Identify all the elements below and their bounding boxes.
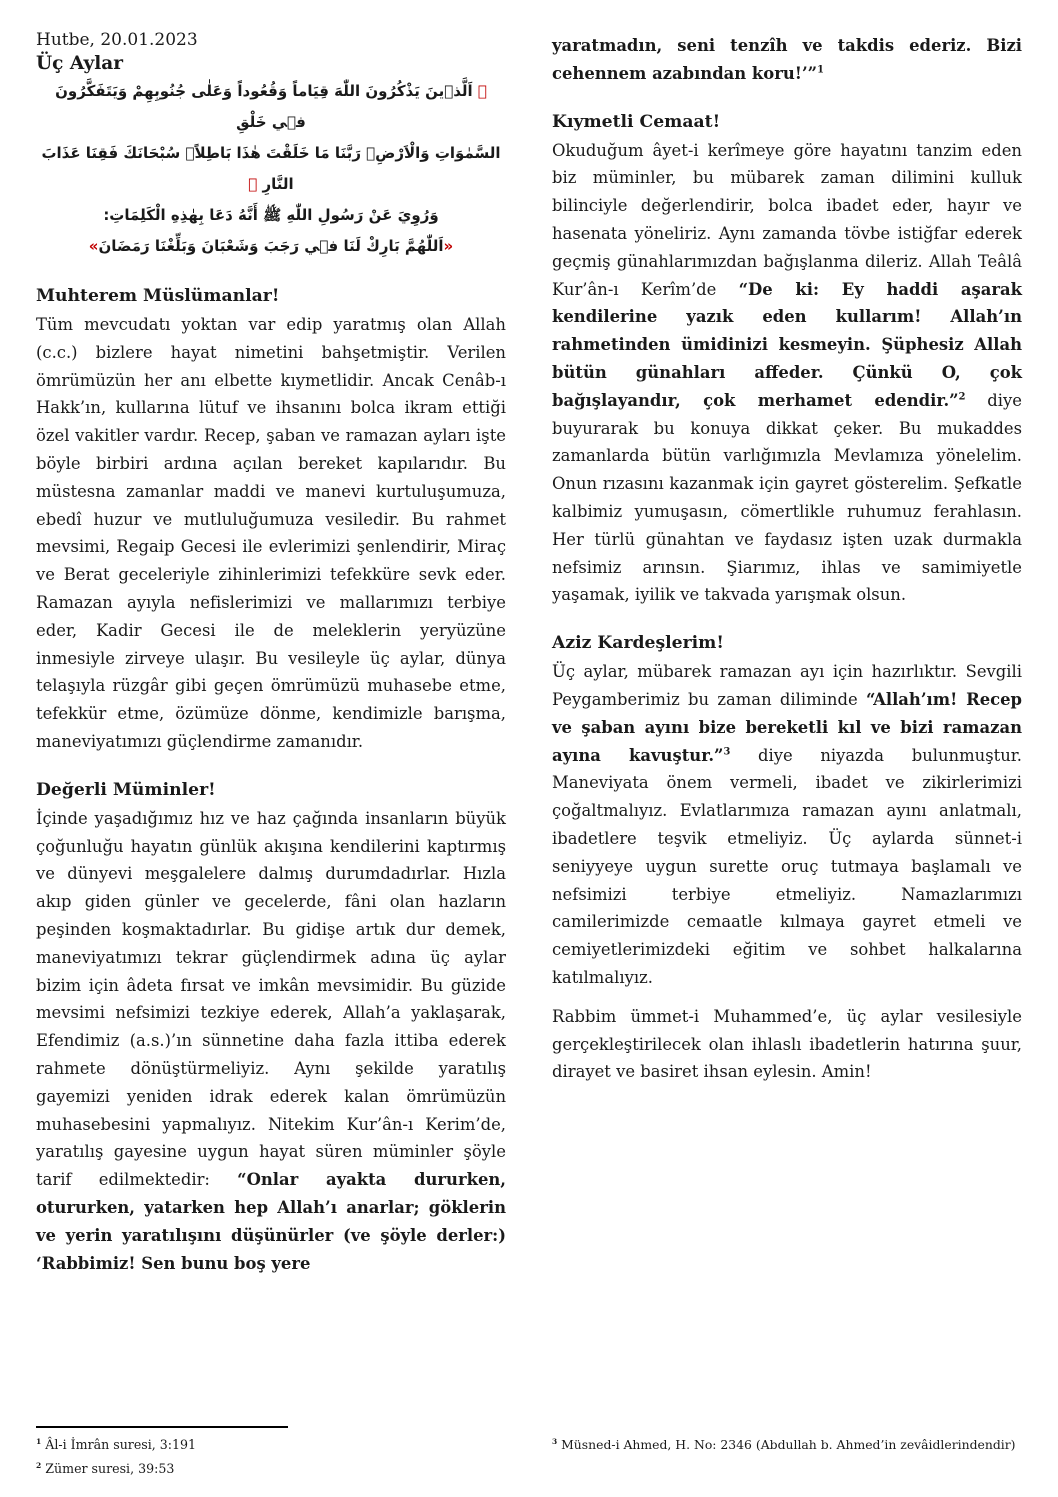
two-column-layout <box>36 30 1022 1288</box>
arabic-dua-line: «اَللّٰهُمَّ بَارِكْ لَنَا ف۪ي رَجَبَ وَشَعْبَانَ وَبَلِّغْنَا رَمَضَانَ» <box>88 237 454 255</box>
section-heading-degerli: Değerli Müminler! <box>36 779 216 800</box>
paragraph-kiymetli: Okuduğum âyet-i kerîmeye göre hayatını tanzim eden biz müminler, bu mübarek zaman dilimini kulluk bilinciyle değerlendirir, bolca ibadet eder, hayır ve hasenata yöneliriz. Aynı zamanda tövbe istiğfar ederek geçmiş günahlarımızdan bağışlanma dileriz. Allah Teâlâ Kur’ân-ı Kerîm’de “De ki: Ey haddi aşarak kendilerine yazık eden kullarım! Allah’ın rahmetinden ümidinizi kesmeyin. Şüphesiz Allah bütün günahları affeder. Çünkü O, çok bağışlayandır, çok merhamet edendir.”$^2$ diye buyurarak bu konuya dikkat çeker. Bu mukaddes zamanlarda bütün varlığımızla Mevlamıza yönelelim. Onun rızasını kazanmak için gayret gösterelim. Şefkatle kalbimiz yumuşasın, cömertlikle ruhumuz ferahlasın. Her türlü günahtan ve faydasız işten uzak durmakla nefsimiz arınsın. Şiarımız, ihlas ve samimiyetle yaşamak, iyilik ve takvada yarışmak olsun. <box>552 140 1023 605</box>
section-heading-aziz: Aziz Kardeşlerim! <box>552 633 724 654</box>
document-date: Hutbe, 20.01.2023 <box>36 30 198 50</box>
footnote-separator-rule <box>36 1426 288 1428</box>
paragraph-muhterem: Tüm mevcudatı yoktan var edip yaratmış olan Allah (c.c.) bizlere hayat nimetini bahşetmiştir. Verilen ömrümüzün her anı elbette kıymetlidir. Ancak Cenâb-ı Hakk’ın, kullarına lütuf ve ihsanını bolca ikram ettiği özel vakitler vardır. Recep, şaban ve ramazan ayları işte böyle birbiri ardına açılan bereket kapılarıdır. Bu müstesna zamanlar maddi ve manevi kurtuluşumuza, ebedî huzur ve mutluluğumuza vesiledir. Bu rahmet mevsimi, Regaip Gecesi ile evlerimizi şenlendirir, Miraç ve Berat geceleriyle zihinlerimizi tefekküre sevk eder. Ramazan ayıyla nefislerimizi ve mallarımızı terbiye eder, Kadir Gecesi ile de meleklerin yeryüzüne inmesiyle zirveye ulaşır. Bu vesileyle üç aylar, dünya telaşıyla rüzgâr gibi geçen ömrümüzü muhasebe etme, tefekkür etme, özümüze dönme, kendimizle barışma, maneviyatımızı güçlendirme zamanıdır. <box>36 315 506 751</box>
footnote-2: $^2$ Zümer suresi, 39:53 <box>36 1460 175 1476</box>
footnotes-left <box>36 1426 506 1483</box>
arabic-verse-line-2: السَّمٰوَاتِ وَالْاَرْضِۚ رَبَّنَا مَا خَلَقْتَ هٰذَا بَاطِلاًۚ سُبْحَانَكَ فَقِنَا عَذَابَ النَّارِ ﴾ <box>41 144 501 193</box>
arabic-verse-block <box>36 76 506 262</box>
paragraph-aziz: Üç aylar, mübarek ramazan ayı için hazırlıktır. Sevgili Peygamberimiz bu zaman diliminde “Allah’ım! Recep ve şaban ayını bize bereketli kıl ve bizi ramazan ayına kavuştur.”$^3$ diye niyazda bulunmuştur. Maneviyata önem vermeli, ibadet ve zikirlerimizi çoğaltmalıyız. Evlatlarımıza ramazan ayını anlatmalı, ibadetlere teşvik etmeliyiz. Üç aylarda sünnet-i seniyyeye uygun surette oruç tutmaya başlamalı ve nefsimizi terbiye etmeliyiz. Namazlarımızı camilerimizde cemaatle kılmaya gayret etmeli ve cemiyetlerimizdeki eğitim ve sohbet halkalarına katılmalıyız. <box>552 662 1023 987</box>
right-column <box>552 30 1022 1288</box>
section-heading-muhterem: Muhterem Müslümanlar! <box>36 286 280 306</box>
arabic-hadith-intro-line: وَرُوِيَ عَنْ رَسُولِ اللّٰهِ ﷺ أَنَّهُ دَعَا بِهٰذِهِ الْكَلِمَاتِ: <box>103 206 439 224</box>
arabic-verse-line-1: ﴿ اَلَّذ۪ينَ يَذْكُرُونَ اللّٰهَ قِيَاماً وَقُعُوداً وَعَلٰى جُنُوبِهِمْ وَيَتَفَكَّرُونَ ف۪ي خَلْقِ <box>55 82 487 131</box>
footnote-3: $^3$ Müsned-i Ahmed, H. No: 2346 (Abdullah b. Ahmed’in zevâidlerindendir) <box>552 1436 1016 1452</box>
left-column <box>36 30 506 1288</box>
paragraph-degerli: İçinde yaşadığımız hız ve haz çağında insanların büyük çoğunluğu hayatın günlük akışına kendilerini kaptırmış ve dünyevi meşgalelere dalmış durumdadırlar. Hızla akıp giden günler ve gecelerde, fâni olan hazların peşinden koşmaktadırlar. Bu gidişe artık dur demek, maneviyatımızı tekrar güçlendirmek adına üç aylar bizim için âdeta fırsat ve imkân mevsimidir. Bu güzide mevsimi nefsimizi tezkiye ederek, Allah’a yaklaşarak, Efendimiz (a.s.)’ın sünnetine daha fazla ittiba ederek rahmete dönüştürmeliyiz. Aynı şekilde yaratılış gayemizi yeniden idrak ederek kalan ömrümüzün muhasebesini yapmalıyız. Nitekim Kur’ân-ı Kerim’de, yaratılış gayesine uygun hayat süren müminler şöyle tarif edilmektedir: “Onlar ayakta dururken, otururken, yatarken hep Allah’ı anarlar; göklerin ve yerin yaratılışını düşünürler (ve şöyle derler:) ‘Rabbimiz! Sen bunu boş yere <box>36 808 506 1273</box>
paragraph-rabbim-dua: Rabbim ümmet-i Muhammed’e, üç aylar vesilesiyle gerçekleştirilecek olan ihlaslı ibadetlerin hatırına şuur, dirayet ve basiret ihsan eylesin. Amin! <box>552 1006 1022 1082</box>
footnotes-right <box>552 1435 1032 1459</box>
page-title: Üç Aylar <box>36 53 123 74</box>
footnote-1: $^1$ Âl-i İmrân suresi, 3:191 <box>36 1436 197 1452</box>
paragraph-quote-continuation: yaratmadın, seni tenzîh ve takdis ederiz. Bizi cehennem azabından koru!’”$^1$ <box>552 36 1022 83</box>
section-heading-kiymetli: Kıymetli Cemaat! <box>552 111 721 132</box>
